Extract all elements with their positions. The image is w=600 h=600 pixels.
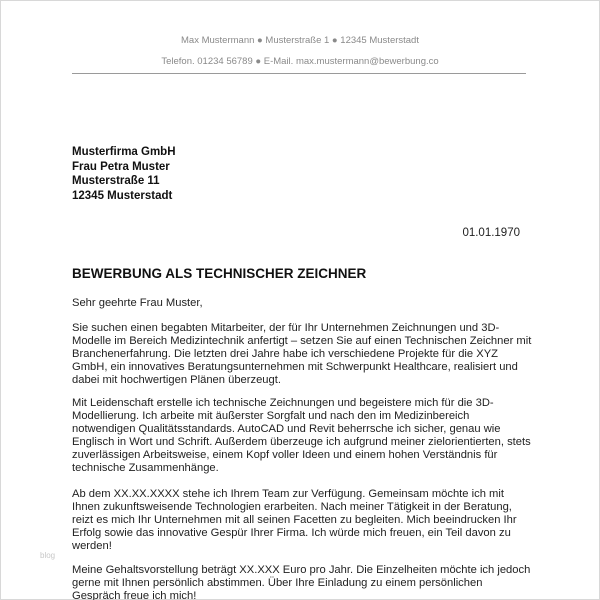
paragraph-line: zuverlässigen Arbeitsweise, einem Kopf voller Ideen und einem hohen Verständnis für	[72, 448, 498, 461]
paragraph-line: Gespräch freue ich mich!	[72, 589, 197, 600]
sender-address-line: Max Mustermann ● Musterstraße 1 ● 12345 Musterstadt	[181, 35, 419, 46]
paragraph-skills	[72, 397, 532, 474]
paragraph-line: Erfolg sowie das innovative Gespür Ihrer Firma. Ich würde mich freuen, ein Teil davon zu	[72, 526, 511, 539]
paragraph-line: Branchenerfahrung. Die letzten drei Jahre habe ich verschiedene Projekte für die XYZ	[72, 347, 498, 360]
paragraph-line: dabei mit hochwertigen Plänen überzeugt.	[72, 373, 281, 386]
letter-date: 01.01.1970	[462, 227, 520, 239]
paragraph-line: Modelle im Bereich Medizintechnik anfertigt – setzen Sie auf einen Technischen Zeichner mit	[72, 334, 532, 347]
paragraph-line: Sie suchen einen begabten Mitarbeiter, der für Ihr Unternehmen Zeichnungen und 3D-	[72, 322, 500, 334]
paragraph-line: GmbH, ein innovatives Beratungsunternehmen mit Schwerpunkt Healthcare, realisiert und	[72, 360, 518, 373]
letter-subject: BEWERBUNG ALS TECHNISCHER ZEICHNER	[72, 266, 367, 281]
recipient-city: 12345 Musterstadt	[72, 189, 173, 202]
header-divider	[72, 73, 526, 74]
recipient-address-block	[72, 145, 176, 203]
paragraph-line: werden!	[72, 539, 112, 552]
paragraph-availability	[72, 488, 532, 553]
paragraph-line: Ihnen zukunftsweisende Technologien erarbeiten. Nach meiner Tätigkeit in der Beratung,	[72, 500, 512, 513]
paragraph-salary	[72, 564, 532, 600]
paragraph-line: Englisch in Wort und Schrift. Außerdem überzeuge ich aufgrund meiner zielorientierten, stets	[72, 435, 531, 448]
salutation: Sehr geehrte Frau Muster,	[72, 297, 203, 309]
recipient-company: Musterfirma GmbH	[72, 146, 176, 158]
watermark-text: blog	[40, 551, 56, 560]
paragraph-line: Modellierung. Ich arbeite mit äußerster Sorgfalt und nach den im Medizinbereich	[72, 409, 470, 422]
paragraph-line: Meine Gehaltsvorstellung beträgt XX.XXX Euro pro Jahr. Die Einzelheiten möchte ich jedoch	[72, 564, 531, 576]
paragraph-line: gerne mit Ihnen persönlich abstimmen. Über Ihre Einladung zu einem persönlichen	[72, 576, 483, 589]
sender-contact-line: Telefon. 01234 56789 ● E-Mail. max.mustermann@bewerbung.co	[161, 56, 439, 67]
paragraph-line: technische Zusammenhänge.	[72, 461, 219, 474]
paragraph-line: Mit Leidenschaft erstelle ich technische Zeichnungen und begeistere mich für die 3D-	[72, 397, 494, 409]
paragraph-line: Ab dem XX.XX.XXXX stehe ich Ihrem Team zur Verfügung. Gemeinsam möchte ich mit	[72, 488, 504, 500]
recipient-street: Musterstraße 11	[72, 175, 160, 187]
paragraph-line: notwendigen Qualitätsstandards. AutoCAD und Revit beherrsche ich sicher, genau wie	[72, 422, 501, 435]
recipient-contact-person: Frau Petra Muster	[72, 160, 170, 173]
paragraph-introduction	[72, 322, 532, 387]
paragraph-line: reizt es mich Ihr Unternehmen mit all seinen Facetten zu begleiten. Mich beeindrucken Ihr	[72, 513, 517, 526]
